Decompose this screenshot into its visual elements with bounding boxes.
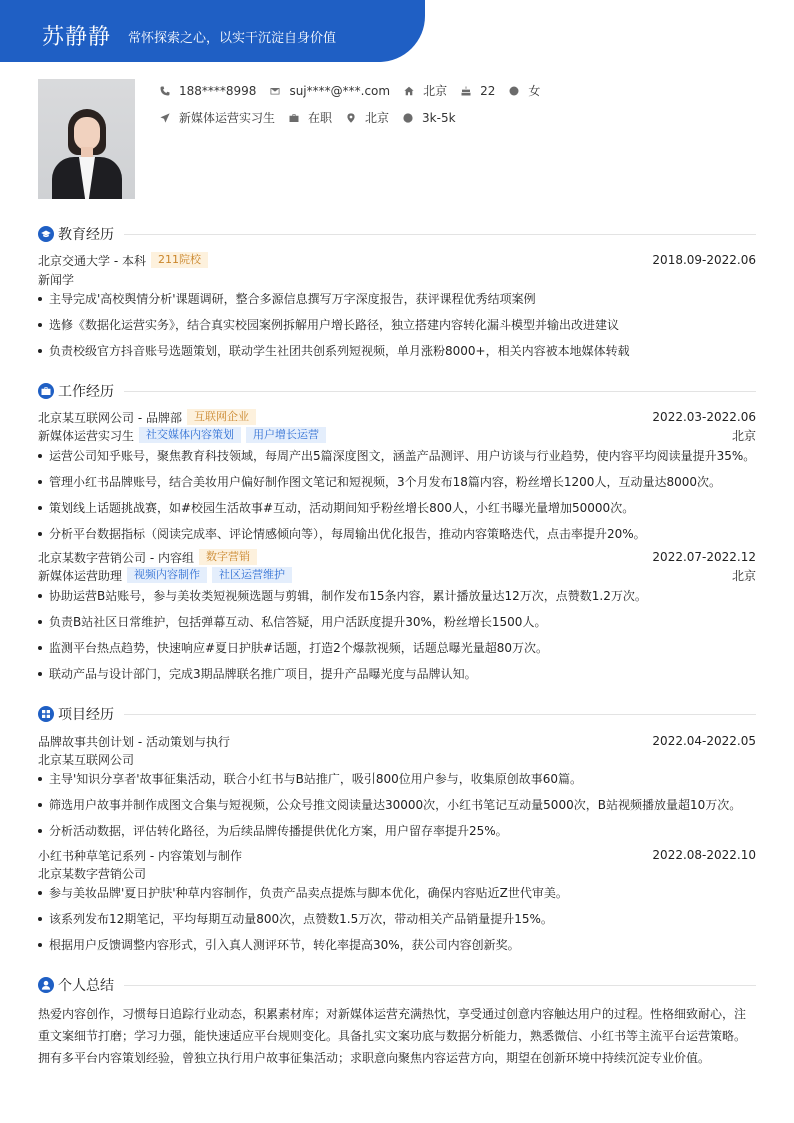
job-bullet: 监测平台热点趋势，快速响应#夏日护肤#话题，打造2个爆款视频，话题总曝光量超80万次。 [38, 640, 756, 656]
mail-icon [270, 86, 280, 96]
candidate-motto: 常怀探索之心，以实干沉淀自身价值 [128, 31, 337, 46]
job-role-line [38, 427, 756, 443]
contact-status [289, 109, 332, 126]
edu-bullet: 负责校级官方抖音账号选题策划，联动学生社团共创系列短视频，单月涨粉8000+，相关内容被本地媒体转载 [38, 343, 756, 359]
section-title-education: 教育经历 [58, 227, 114, 243]
project-name: 品牌故事共创计划 - 活动策划与执行 [38, 734, 230, 749]
job-skill-tag: 用户增长运营 [246, 427, 326, 443]
job-role-line [38, 567, 756, 583]
job-bullet: 负责B站社区日常维护，包括弹幕互动、私信答疑，用户活跃度提升30%，粉丝增长1500人。 [38, 614, 756, 630]
cake-icon [461, 86, 471, 96]
job-skill-tag: 社区运营维护 [212, 567, 292, 583]
job-industry-tag: 互联网企业 [187, 409, 256, 425]
edu-bullet: 主导完成'高校舆情分析'课题调研，整合多源信息撰写万字深度报告，获评课程优秀结项案例 [38, 291, 756, 307]
gender-icon [509, 86, 519, 96]
contact-position [160, 109, 275, 126]
contact-email [270, 84, 390, 98]
project-org-line [38, 865, 756, 881]
project-org-line [38, 751, 756, 767]
job-date: 2022.07-2022.12 [652, 550, 756, 564]
project-header [38, 847, 756, 863]
send-icon [160, 113, 170, 123]
project-date: 2022.04-2022.05 [652, 734, 756, 748]
job-skill-tag: 社交媒体内容策划 [139, 427, 241, 443]
job-location: 北京 [731, 568, 756, 583]
job-role: 新媒体运营助理 [38, 568, 123, 583]
project-bullet: 筛选用户故事并制作成图文合集与短视频，公众号推文阅读量达30000次，小红书笔记互动量5000次，B站视频播放量超10万次。 [38, 797, 756, 813]
project-bullet: 该系列发布12期笔记，平均每期互动量800次，点赞数1.5万次，带动相关产品销量提升15%。 [38, 911, 756, 927]
edu-bullet: 选修《数据化运营实务》，结合真实校园案例拆解用户增长路径，独立搭建内容转化漏斗模型并输出改进建议 [38, 317, 756, 333]
location-pin-icon [346, 113, 356, 123]
age-text: 22 [480, 83, 496, 98]
phone-icon [160, 86, 170, 96]
project-bullet: 分析活动数据，评估转化路径，为后续品牌传播提供优化方案，用户留存率提升25%。 [38, 823, 756, 839]
candidate-name: 苏静静 [42, 25, 112, 50]
section-divider [124, 234, 756, 235]
user-icon [38, 977, 54, 993]
job-company: 北京某数字营销公司 - 内容组 [38, 550, 194, 565]
section-title-summary: 个人总结 [58, 978, 114, 994]
section-divider [124, 985, 756, 986]
phone-text: 188****8998 [179, 83, 257, 98]
graduation-cap-icon [38, 226, 54, 242]
job-date: 2022.03-2022.06 [652, 410, 756, 424]
project-org: 北京某互联网公司 [38, 752, 135, 767]
home-icon [404, 86, 414, 96]
job-bullet: 协助运营B站账号，参与美妆类短视频选题与剪辑，制作发布15条内容，累计播放量达12万次，点赞数1.2万次。 [38, 588, 756, 604]
job-company: 北京某互联网公司 - 品牌部 [38, 410, 182, 425]
expected-city-text: 北京 [365, 111, 390, 125]
edu-major: 新闻学 [38, 272, 75, 287]
contact-row-1 [160, 82, 554, 99]
job-header [38, 549, 756, 565]
contact-expected-city [346, 109, 389, 126]
email-text: suj****@***.com [289, 83, 391, 98]
edu-date: 2018.09-2022.06 [652, 253, 756, 267]
job-bullet: 分析平台数据指标（阅读完成率、评论情感倾向等），每周输出优化报告，推动内容策略迭代，点击率提升20%。 [38, 526, 756, 542]
edu-tag: 211院校 [151, 252, 208, 268]
contact-age [461, 84, 495, 98]
section-education [38, 224, 756, 244]
profile-photo [38, 79, 135, 199]
city-text: 北京 [423, 84, 448, 98]
briefcase-icon [289, 113, 299, 123]
job-header [38, 409, 756, 425]
job-role: 新媒体运营实习生 [38, 428, 135, 443]
section-divider [124, 714, 756, 715]
summary-text: 热爱内容创作，习惯每日追踪行业动态，积累素材库；对新媒体运营充满热忱，享受通过创意内容触达用户的过程。性格细致耐心，注重文案细节打磨；学习力强，能快速适应平台规则变化。具备扎实文案功底与数据分析能力，熟悉微信、小红书等主流平台运营策略。拥有多平台内容策划经验，曾独立执行用户故事征集活动；求职意向聚焦内容运营方向，期望在创新环境中持续沉淀专业价值。 [38, 1007, 747, 1065]
project-bullet: 参与美妆品牌'夏日护肤'种草内容制作，负责产品卖点提炼与脚本优化，确保内容贴近Z世代审美。 [38, 885, 756, 901]
job-location: 北京 [731, 428, 756, 443]
status-text: 在职 [308, 111, 333, 125]
salary-text: 3k-5k [422, 110, 456, 125]
job-bullet: 运营公司知乎账号，聚焦教育科技领域，每周产出5篇深度图文，涵盖产品测评、用户访谈与行业趋势，使内容平均阅读量提升35%。 [38, 448, 756, 464]
project-bullet: 主导'知识分享者'故事征集活动，联合小红书与B站推广，吸引800位用户参与，收集原创故事60篇。 [38, 771, 756, 787]
money-icon [403, 113, 413, 123]
project-bullet: 根据用户反馈调整内容形式，引入真人测评环节，转化率提高30%，获公司内容创新奖。 [38, 937, 756, 953]
gender-text: 女 [528, 84, 541, 98]
edu-school: 北京交通大学 - 本科 [38, 253, 146, 268]
section-divider [124, 391, 756, 392]
job-bullet: 管理小红书品牌账号，结合美妆用户偏好制作图文笔记和短视频，3个月发布18篇内容，粉丝增长1200人，互动量达8000次。 [38, 474, 756, 490]
project-header [38, 733, 756, 749]
project-org: 北京某数字营销公司 [38, 866, 147, 881]
section-title-projects: 项目经历 [58, 707, 114, 723]
grid-icon [38, 706, 54, 722]
project-name: 小红书种草笔记系列 - 内容策划与制作 [38, 848, 242, 863]
job-industry-tag: 数字营销 [199, 549, 257, 565]
section-summary [38, 975, 756, 995]
contact-salary [403, 111, 456, 125]
contact-gender [509, 82, 540, 99]
position-text: 新媒体运营实习生 [179, 111, 276, 125]
edu-header [38, 252, 756, 268]
section-work [38, 381, 756, 401]
contact-phone [160, 84, 256, 98]
contact-row-2 [160, 109, 470, 126]
section-title-work: 工作经历 [58, 384, 114, 400]
section-projects [38, 704, 756, 724]
briefcase-section-icon [38, 383, 54, 399]
project-date: 2022.08-2022.10 [652, 848, 756, 862]
contact-city [404, 82, 447, 99]
edu-major-line [38, 271, 756, 287]
job-skill-tag: 视频内容制作 [127, 567, 207, 583]
job-bullet: 联动产品与设计部门，完成3期品牌联名推广项目，提升产品曝光度与品牌认知。 [38, 666, 756, 682]
job-bullet: 策划线上话题挑战赛，如#校园生活故事#互动，活动期间知乎粉丝增长800人，小红书曝光量增加50000次。 [38, 500, 756, 516]
